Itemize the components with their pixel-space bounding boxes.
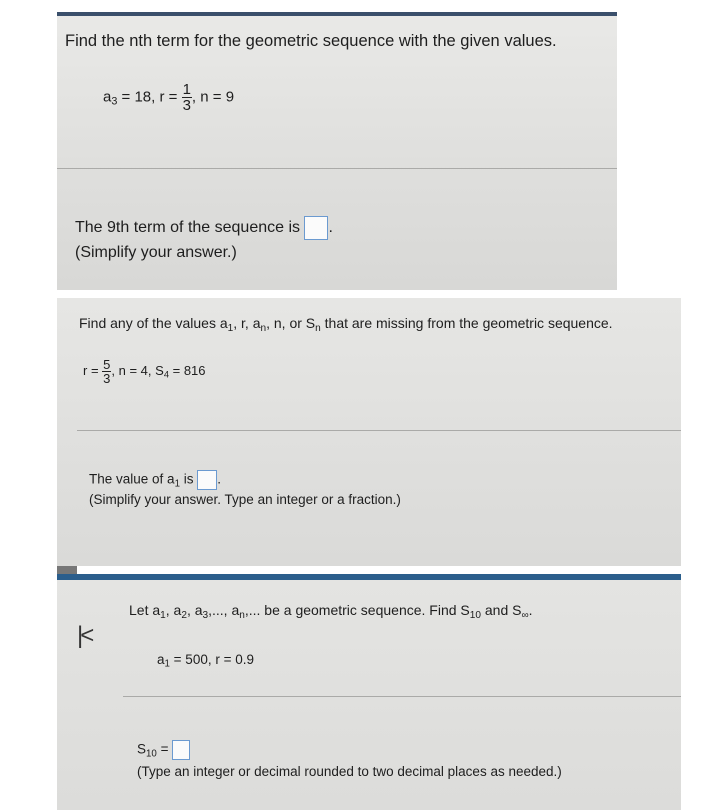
given-text: = 816 xyxy=(169,362,206,378)
r-numerator: 1 xyxy=(182,81,191,98)
problem-3-hint: (Type an integer or decimal rounded to two decimal places as needed.) xyxy=(137,764,562,779)
problem-2-answer-line xyxy=(89,470,221,490)
a-subscript: 3 xyxy=(111,95,118,108)
answer-input-a1[interactable] xyxy=(197,470,217,490)
answer-prefix: The 9th term of the sequence is xyxy=(75,219,301,237)
divider xyxy=(77,430,681,431)
problem-3-panel xyxy=(57,574,681,810)
back-to-start-icon[interactable]: |< xyxy=(77,622,92,649)
a-symbol: a xyxy=(103,88,112,106)
r-label: r = xyxy=(83,362,99,378)
answer-suffix: . xyxy=(328,219,333,237)
given-values: = 500, r = 0.9 xyxy=(169,652,254,667)
problem-3-answer-line xyxy=(137,740,190,760)
r-numerator: 5 xyxy=(103,357,111,372)
divider xyxy=(123,696,681,697)
prompt-text: , a xyxy=(165,602,182,618)
given-text: , n = 4, S xyxy=(111,362,164,378)
answer-mid: is xyxy=(179,471,194,487)
problem-1-hint: (Simplify your answer.) xyxy=(75,244,237,261)
answer-prefix: The value of a xyxy=(89,471,175,487)
problem-3-prompt xyxy=(129,602,533,621)
problem-1-prompt: Find the nth term for the geometric sequence with the given values. xyxy=(65,32,557,50)
problem-1-given xyxy=(103,82,234,113)
a-symbol: a xyxy=(157,652,165,667)
prompt-text: . xyxy=(528,602,533,618)
prompt-sub: ∞ xyxy=(521,609,529,621)
problem-1-panel xyxy=(57,12,617,290)
r-denominator: 3 xyxy=(103,371,111,386)
problem-1-answer-line xyxy=(75,216,333,240)
answer-eq: = xyxy=(156,741,169,757)
prompt-sub: 10 xyxy=(469,609,481,621)
prompt-sub: 2 xyxy=(181,609,187,621)
problem-3-given xyxy=(157,652,254,670)
problem-2-given xyxy=(83,358,206,385)
panel-top-bar xyxy=(57,12,617,16)
prompt-text: ,... be a geometric sequence. Find S xyxy=(244,602,470,618)
problem-2-prompt xyxy=(79,315,613,334)
prompt-text: Find any of the values a xyxy=(79,315,228,331)
prompt-sub: 3 xyxy=(202,609,209,621)
given-n-value: , n = 9 xyxy=(191,88,235,106)
prompt-sub: n xyxy=(239,609,245,621)
answer-sub: 1 xyxy=(174,478,180,490)
given-a3-value: = 18, r = xyxy=(121,88,178,106)
prompt-sub: n xyxy=(315,322,321,334)
a-subscript: 1 xyxy=(164,658,170,670)
prompt-sub: 1 xyxy=(227,322,234,334)
answer-s: S xyxy=(137,741,147,757)
answer-suffix: . xyxy=(217,471,221,487)
prompt-text: , r, a xyxy=(233,315,261,331)
problem-2-panel xyxy=(57,298,681,566)
panel-top-bar xyxy=(57,574,681,580)
prompt-sub: 1 xyxy=(160,609,166,621)
prompt-sub: n xyxy=(260,322,267,334)
prompt-text: and S xyxy=(480,602,522,618)
problem-2-hint: (Simplify your answer. Type an integer or a fraction.) xyxy=(89,492,401,507)
r-fraction xyxy=(182,82,192,113)
divider xyxy=(57,168,617,169)
answer-input-9th-term[interactable] xyxy=(304,216,328,240)
answer-input-s10[interactable] xyxy=(172,740,190,760)
prompt-text: , n, or S xyxy=(266,315,316,331)
prompt-text: ,..., a xyxy=(208,602,240,618)
given-sub: 4 xyxy=(163,369,170,380)
prompt-text: , a xyxy=(186,602,203,618)
r-denominator: 3 xyxy=(182,97,191,114)
prompt-text: Let a xyxy=(129,602,161,618)
answer-sub: 10 xyxy=(146,748,157,760)
prompt-text: that are missing from the geometric sequence. xyxy=(320,315,613,331)
